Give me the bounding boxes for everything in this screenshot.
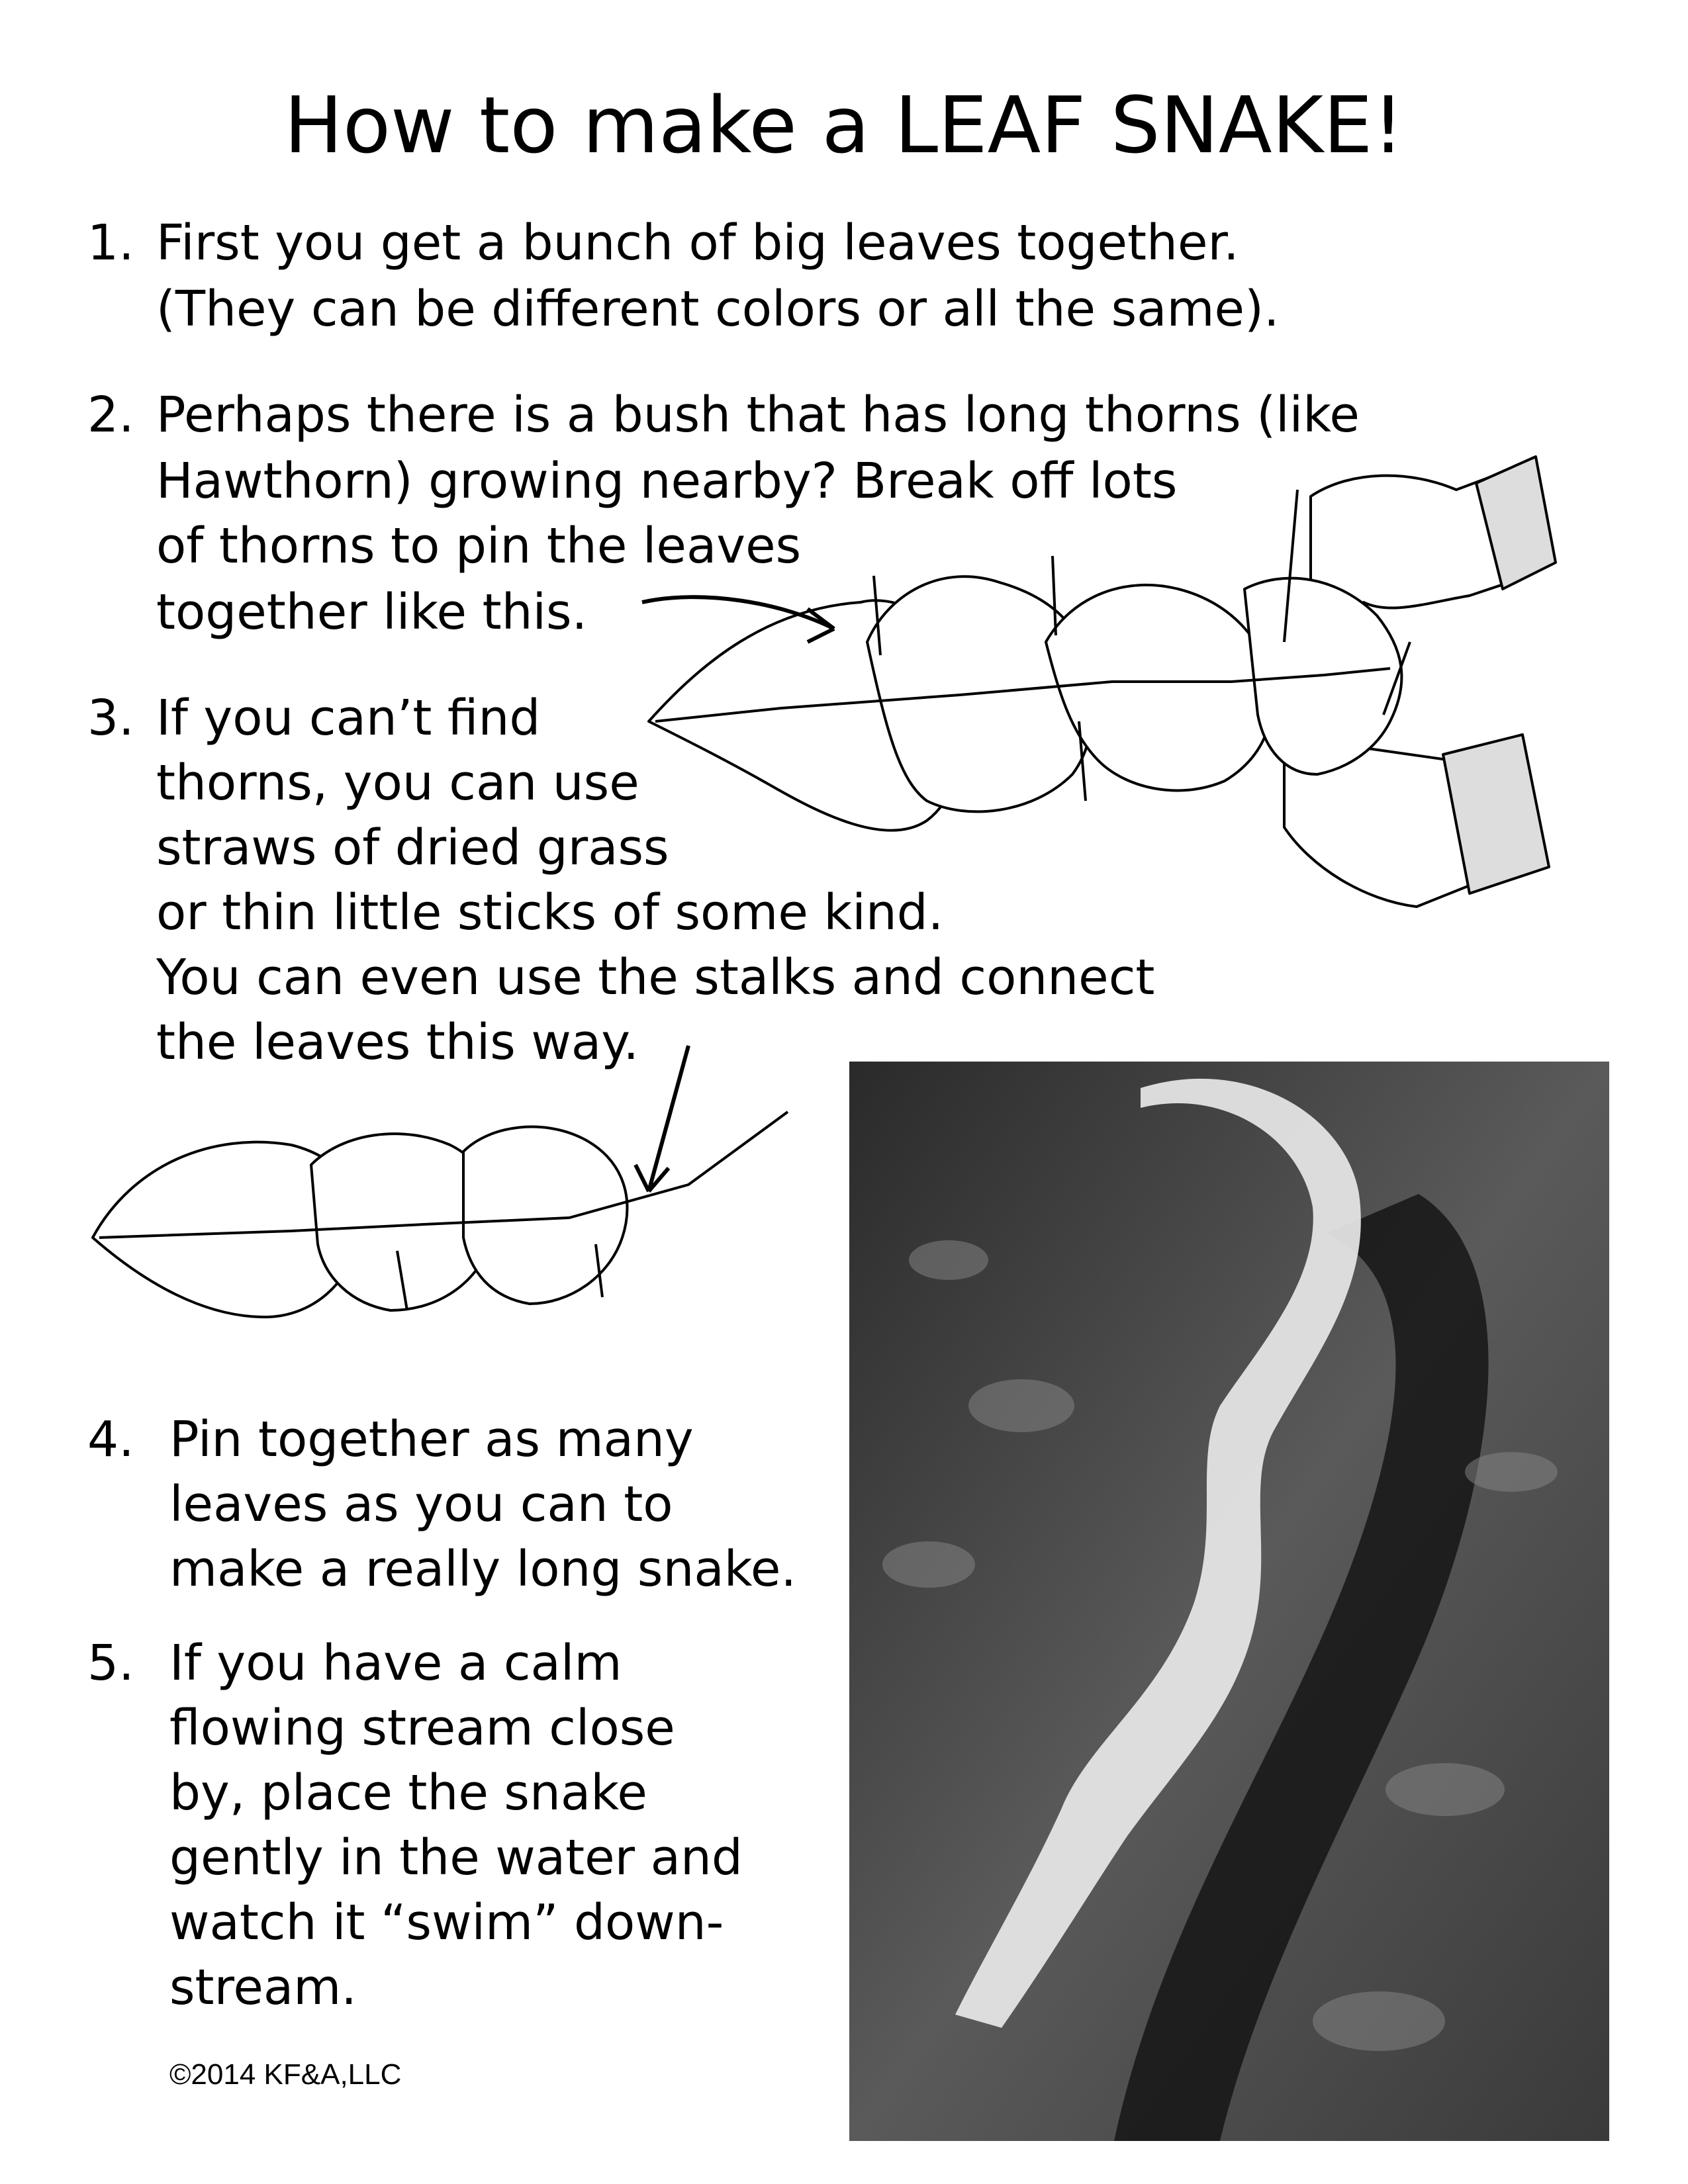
step-2-line-1: Perhaps there is a bush that has long thorns (like (156, 387, 1360, 443)
step-5-line-2: flowing stream close (169, 1700, 675, 1756)
step-3-line-5: You can even use the stalks and connect (156, 949, 1155, 1006)
step-4-line-2: leaves as you can to (169, 1476, 673, 1533)
step-4-number: 4. (87, 1411, 134, 1468)
step-2-line-2: Hawthorn) growing nearby? Break off lots (156, 453, 1178, 510)
step-4-line-3: make a really long snake. (169, 1541, 796, 1598)
step-5-line-4: gently in the water and (169, 1829, 743, 1886)
step-5-line-1: If you have a calm (169, 1635, 622, 1692)
step-5-line-3: by, place the snake (169, 1764, 647, 1821)
step-1-line-2: (They can be different colors or all the same). (156, 281, 1280, 338)
step-3-line-2: thorns, you can use (156, 754, 639, 811)
step-2-line-3: of thorns to pin the leaves (156, 518, 802, 574)
step-5-line-5: watch it “swim” down- (169, 1894, 724, 1951)
copyright-notice: ©2014 KF&A,LLC (169, 2058, 402, 2091)
step-3-line-4: or thin little sticks of some kind. (156, 884, 944, 941)
step-1-number: 1. (87, 214, 134, 271)
leaf-c (463, 1127, 628, 1304)
step-2-line-4: together like this. (156, 584, 588, 641)
thorn-pinned-leaves-illustration (649, 443, 1556, 1026)
step-5-line-6: stream. (169, 1959, 357, 2016)
step-5-number: 5. (87, 1635, 134, 1692)
step-1-line-1: First you get a bunch of big leaves together. (156, 214, 1239, 271)
leaf-snake-stream-photo (849, 1062, 1609, 2141)
stalk-connected-leaves-illustration (93, 1085, 821, 1350)
page-title: How to make a LEAF SNAKE! (284, 79, 1404, 171)
step-3-line-1: If you can’t find (156, 690, 541, 747)
step-3-number: 3. (87, 690, 134, 747)
step-3-line-6: the leaves this way. (156, 1014, 639, 1071)
step-4-line-1: Pin together as many (169, 1411, 694, 1468)
step-3-line-3: straws of dried grass (156, 819, 669, 876)
step-2-number: 2. (87, 387, 134, 443)
